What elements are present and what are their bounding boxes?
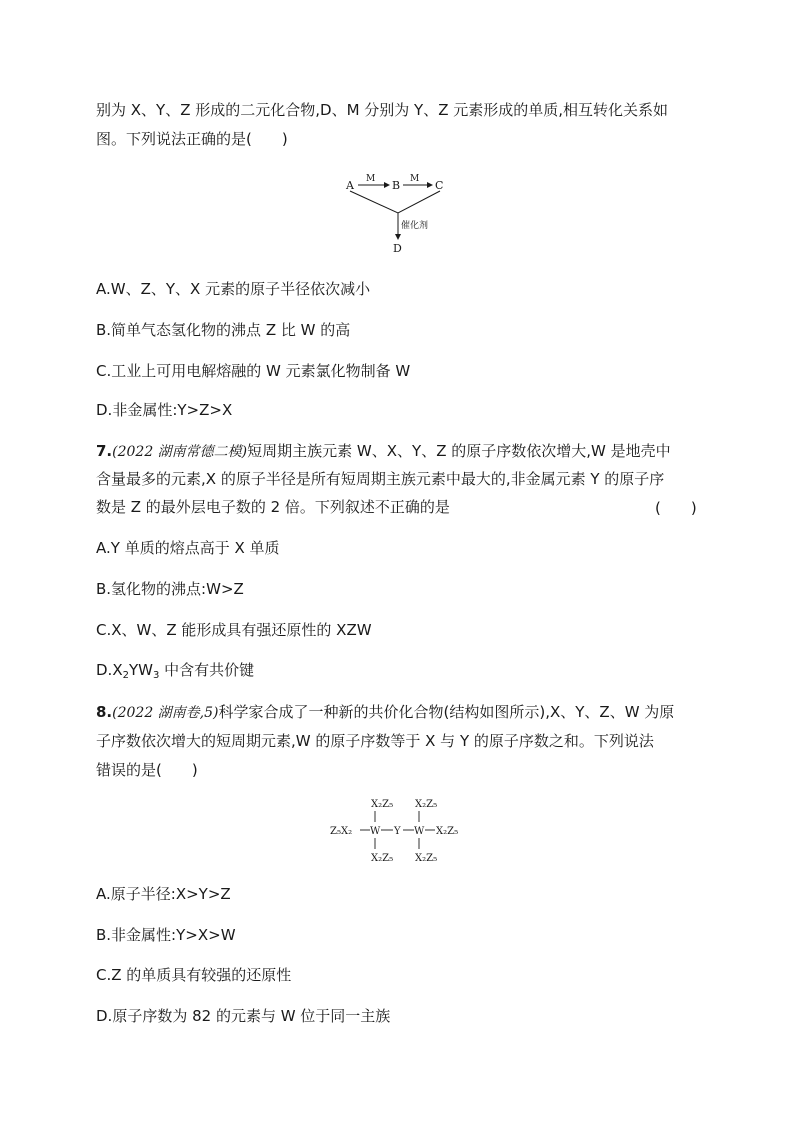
q6-option-b: B.简单气态氢化物的沸点 Z 比 W 的高 — [96, 321, 351, 339]
diagram-label-catalyst: 催化剂 — [401, 221, 429, 231]
structure-top-right-group: X₂Z₅ — [415, 799, 438, 810]
structure-bottom-right-group: X₂Z₅ — [415, 853, 438, 864]
structure-left-group: Z₅X₂ — [330, 826, 353, 837]
q7-source: (2022 湖南常德二模) — [112, 444, 248, 460]
diagram-node-a: A — [346, 179, 354, 192]
q6-option-c: C.工业上可用电解熔融的 W 元素氯化物制备 W — [96, 362, 411, 380]
diagram-node-b: B — [392, 179, 401, 192]
q7-stem-line1 — [96, 441, 671, 462]
q7-number: 7. — [96, 442, 113, 460]
q8-stem-text: 科学家合成了一种新的共价化合物(结构如图所示),X、Y、Z、W 为原 — [218, 703, 675, 721]
structure-top-left-group: X₂Z₅ — [371, 799, 394, 810]
q8-source: (2022 湖南卷,5) — [112, 705, 219, 721]
diagram-node-d: D — [393, 242, 402, 255]
q6-stem-line1: 别为 X、Y、Z 形成的二元化合物,D、M 分别为 Y、Z 元素形成的单质,相互转化关系如 — [96, 101, 669, 119]
q6-transformation-diagram — [330, 168, 470, 258]
q8-option-b: B.非金属性:Y>X>W — [96, 926, 236, 944]
structure-right-group: X₂Z₅ — [436, 826, 459, 837]
diagram-label-m1: M — [366, 174, 376, 184]
q8-option-c: C.Z 的单质具有较强的还原性 — [96, 966, 292, 984]
q7-option-c: C.X、W、Z 能形成具有强还原性的 XZW — [96, 621, 372, 639]
structure-right-w: W — [414, 826, 425, 837]
q8-number: 8. — [96, 703, 113, 721]
q7-option-a: A.Y 单质的熔点高于 X 单质 — [96, 539, 280, 557]
q8-option-a: A.原子半径:X>Y>Z — [96, 885, 231, 903]
q8-structure-diagram — [328, 794, 468, 866]
structure-bottom-left-group: X₂Z₅ — [371, 853, 394, 864]
q8-stem-line3: 错误的是( ) — [96, 761, 198, 779]
q7-answer-paren: ( ) — [655, 499, 697, 517]
structure-center-y: Y — [394, 826, 401, 837]
q7-stem-line2: 含量最多的元素,X 的原子半径是所有短周期主族元素中最大的,非金属元素 Y 的原子序 — [96, 470, 665, 488]
q8-stem-line1 — [96, 702, 674, 723]
q6-option-d: D.非金属性:Y>Z>X — [96, 401, 233, 419]
q6-option-a: A.W、Z、Y、X 元素的原子半径依次减小 — [96, 280, 371, 298]
q6-stem-line2: 图。下列说法正确的是( ) — [96, 130, 288, 148]
q7-stem-line3: 数是 Z 的最外层电子数的 2 倍。下列叙述不正确的是 — [96, 498, 450, 516]
q8-stem-line2: 子序数依次增大的短周期元素,W 的原子序数等于 X 与 Y 的原子序数之和。下列说法 — [96, 732, 654, 750]
diagram-node-c: C — [435, 179, 444, 192]
q7-option-d: $D.X_2YW_3$ 中含有共价键 — [96, 661, 255, 681]
q8-option-d: D.原子序数为 82 的元素与 W 位于同一主族 — [96, 1007, 391, 1025]
q7-stem-text: 短周期主族元素 W、X、Y、Z 的原子序数依次增大,W 是地壳中 — [247, 442, 671, 460]
structure-left-w: W — [370, 826, 381, 837]
q7-option-b: B.氢化物的沸点:W>Z — [96, 580, 244, 598]
diagram-label-m2: M — [410, 174, 420, 184]
